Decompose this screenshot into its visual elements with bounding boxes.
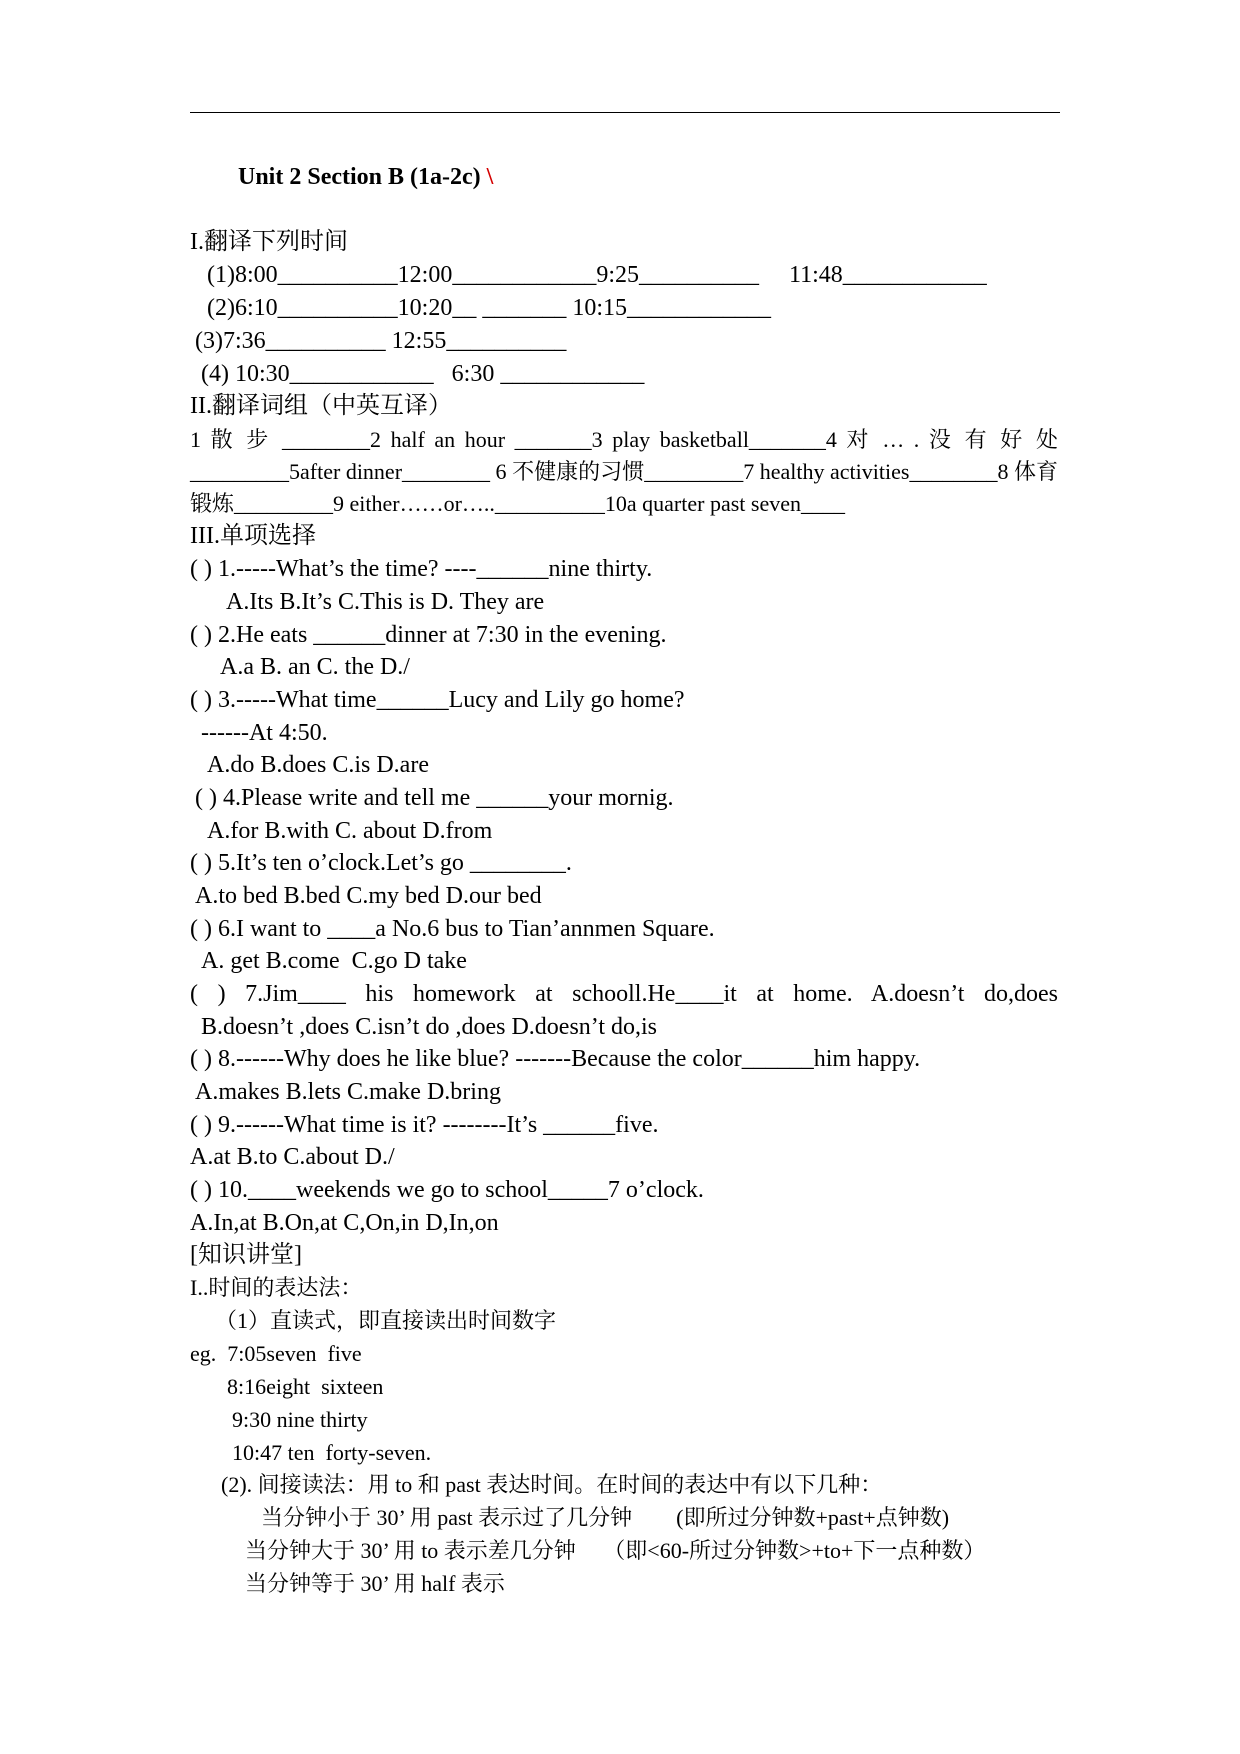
question-7: ( ) 7.Jim____ his homework at schooll.He____it at home. A.doesn’t do,does <box>190 981 1058 1007</box>
knowledge-sub1: I..时间的表达法： <box>190 1275 363 1300</box>
knowledge-direct: （1）直读式，即直接读出时间数字 <box>215 1308 557 1333</box>
question-5: ( ) 5.It’s ten o’clock.Let’s go ________. <box>190 850 572 876</box>
question-3: ( ) 3.-----What time______Lucy and Lily go home? <box>190 687 685 713</box>
answer-3: ------At 4:50. <box>201 720 328 746</box>
section3-heading: III.单项选择 <box>190 523 316 549</box>
rule-3: 当分钟等于 30’ 用 half 表示 <box>245 1571 505 1596</box>
options-9: A.at B.to C.about D./ <box>190 1144 395 1170</box>
time-line-2: (2)6:10__________10:20__ _______ 10:15____________ <box>207 295 771 321</box>
question-8: ( ) 8.------Why does he like blue? -------Because the color______him happy. <box>190 1046 921 1072</box>
knowledge-indirect: (2). 间接读法：用 to 和 past 表达时间。在时间的表达中有以下几种： <box>221 1472 883 1497</box>
options-3: A.do B.does C.is D.are <box>207 752 429 778</box>
options-8: A.makes B.lets C.make D.bring <box>195 1079 501 1105</box>
knowledge-heading: [知识讲堂] <box>190 1242 302 1268</box>
question-1: ( ) 1.-----What’s the time? ----______nine thirty. <box>190 556 653 582</box>
options-1: A.Its B.It’s C.This is D. They are <box>226 589 545 615</box>
section2-heading: II.翻译词组（中英互译） <box>190 393 452 419</box>
phrase-line-3: 锻炼_________9 either……or…..__________10a quarter past seven____ <box>190 491 845 516</box>
section1-heading: I.翻译下列时间 <box>190 229 348 255</box>
question-9: ( ) 9.------What time is it? --------It’s ______five. <box>190 1112 659 1138</box>
options-10: A.In,at B.On,at C,On,in D,In,on <box>190 1210 499 1236</box>
question-6: ( ) 6.I want to ____a No.6 bus to Tian’annmen Square. <box>190 916 715 942</box>
options-2: A.a B. an C. the D./ <box>220 654 410 680</box>
page-title <box>238 162 493 192</box>
example-1: eg. 7:05seven five <box>190 1341 362 1366</box>
example-4: 10:47 ten forty-seven. <box>232 1440 432 1465</box>
title-mark: \ <box>486 164 494 190</box>
time-line-1: (1)8:00__________12:00____________9:25__________ 11:48____________ <box>207 262 987 288</box>
time-line-4: (4) 10:30____________ 6:30 ____________ <box>201 361 645 387</box>
time-line-3: (3)7:36__________ 12:55__________ <box>195 328 567 354</box>
phrase-line-2: _________5after dinner________ 6 不健康的习惯_________7 healthy activities________8 体育 <box>190 459 1058 484</box>
question-2: ( ) 2.He eats ______dinner at 7:30 in the evening. <box>190 622 667 648</box>
options-5: A.to bed B.bed C.my bed D.our bed <box>195 883 542 909</box>
question-4: ( ) 4.Please write and tell me ______your mornig. <box>195 785 674 811</box>
example-2: 8:16eight sixteen <box>227 1374 384 1399</box>
title-text: Unit 2 Section B (1a-2c) <box>238 164 481 190</box>
options-6: A. get B.come C.go D take <box>201 948 467 974</box>
options-4: A.for B.with C. about D.from <box>207 818 493 844</box>
question-10: ( ) 10.____weekends we go to school_____7 o’clock. <box>190 1177 704 1203</box>
phrase-line-1: 1 散 步 ________2 half an hour _______3 play basketball_______4 对 … . 没 有 好 处 <box>190 427 1058 452</box>
rule-1: 当分钟小于 30’ 用 past 表示过了几分钟 (即所过分钟数+past+点钟数) <box>261 1505 950 1530</box>
header-rule <box>190 112 1060 113</box>
options-7: B.doesn’t ,does C.isn’t do ,does D.doesn’t do,is <box>201 1014 658 1040</box>
rule-2: 当分钟大于 30’ 用 to 表示差几分钟 （即<60-所过分钟数>+to+下一点种数） <box>245 1538 986 1563</box>
example-3: 9:30 nine thirty <box>232 1407 368 1432</box>
